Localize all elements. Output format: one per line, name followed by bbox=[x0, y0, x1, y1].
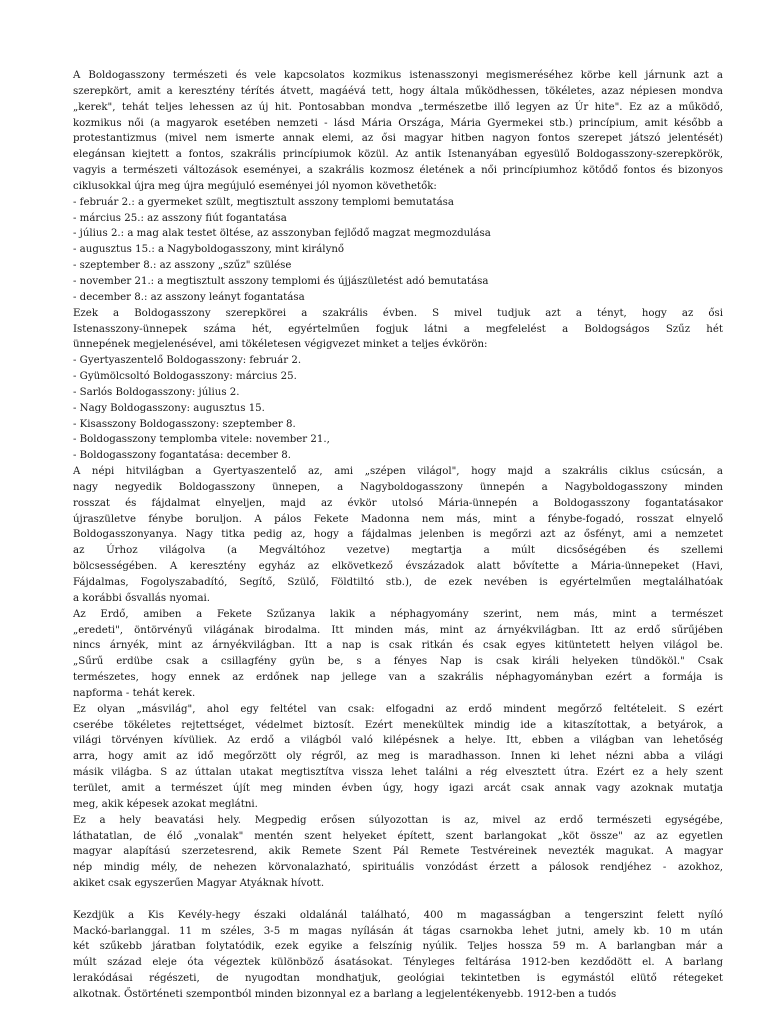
text-line: Boldogasszonyanya. Nagy titka pedig az, hogy a fájdalmas jelenben is megőrzi azt az ősfényt, ami a nemzetet bbox=[73, 529, 723, 541]
paragraph bbox=[73, 607, 723, 702]
text-line: nincs árnyék, mint az árnyékvilágban. Itt a nap is csak ritkán és csak egyes kitüntetett helyen világol be. bbox=[73, 640, 723, 652]
text-line: Ez a hely beavatási hely. Megpedig erősen súlyozottan is az, mivel az erdő természeti egységébe, bbox=[73, 814, 723, 826]
text-line: - Boldogasszony templomba vitele: november 21., bbox=[73, 434, 330, 446]
text-line: - július 2.: a mag alak testet öltése, az asszonyban fejlődő magzat megmozdulása bbox=[73, 228, 491, 240]
text-line: „Sűrű erdübe csak a csillagfény gyün be, s a fényes Nap is csak királi helyeken tündököl." Csak bbox=[73, 656, 723, 668]
list-item bbox=[73, 195, 723, 211]
text-line: elegánsan kiejtett a fontos, szakrális princípiumok közül. Az antik Istenanyában egyesülő Boldogasszony-szerepkörök, bbox=[73, 149, 723, 161]
text-line: rosszat és fájdalmat elnyeljen, majd az évkör utolsó Mária-ünnepén a Boldogasszony fogantatásakor bbox=[73, 497, 723, 509]
text-line: arra, hogy amit az idő megőrzött oly régről, az meg is maradhasson. Innen ki lehet nézni abba a világi bbox=[73, 751, 723, 763]
text-line: Mackó-barlanggal. 11 m széles, 3-5 m magas nyílásán át tágas csarnokba lehet jutni, amely kb. 10 m után bbox=[73, 925, 723, 937]
text-line: kozmikus női (a magyarok esetében nemzeti - lásd Mária Országa, Mária Gyermekei stb.) princípium, amit később a bbox=[73, 117, 723, 129]
text-line: magyar alapítású szerzetesrend, akik Remete Szent Pál Remete Testvéreinek nevezték magukat. A magyar bbox=[73, 846, 723, 858]
paragraph-gap bbox=[73, 892, 723, 908]
list-item bbox=[73, 401, 723, 417]
list-item bbox=[73, 242, 723, 258]
text-line: „eredeti", öntörvényű világának birodalma. Itt minden más, mint az árnyékvilágban. Itt az erdő sűrűjében bbox=[73, 624, 723, 636]
list-item bbox=[73, 258, 723, 274]
text-line: A népi hitvilágban a Gyertyaszentelő az, ami „szépen világol", hogy majd a szakrális ciklus csúcsán, a bbox=[73, 466, 723, 478]
list-item bbox=[73, 226, 723, 242]
text-line: két szűkebb járatban folytatódik, ezek egyike a felszínig nyúlik. Teljes hossza 59 m. A barlangban már a bbox=[73, 941, 723, 953]
list-item bbox=[73, 417, 723, 433]
text-line: az Úrhoz világolva (a Megváltóhoz vezetve) megtartja a múlt dicsőségében és szellemi bbox=[73, 545, 723, 557]
text-line: „kerek", tehát teljes lehessen az új hit. Pontosabban mondva „természetbe illő legyen az Úr hite". Ez az a működő, bbox=[73, 101, 723, 113]
text-line: - november 21.: a megtisztult asszony templomi és újjászületést adó bemutatása bbox=[73, 275, 489, 287]
text-line: - Kisasszony Boldogasszony: szeptember 8. bbox=[73, 418, 296, 430]
text-line: - február 2.: a gyermeket szült, megtisztult asszony templomi bemutatása bbox=[73, 196, 454, 208]
text-line: - Gyümölcsoltó Boldogasszony: március 25. bbox=[73, 371, 297, 383]
text-line: protestantizmus (mivel nem ismerte annak elemi, az ősi magyar hitben nagyon fontos szerepet játszó jelentését) bbox=[73, 133, 723, 145]
text-line: - Gyertyaszentelő Boldogasszony: február 2. bbox=[73, 355, 302, 367]
text-line: természetes, hogy ennek az erdőnek nap jellege van a szakrális néphagyományban ezért a formája is bbox=[73, 672, 723, 684]
text-line: Ezek a Boldogasszony szerepkörei a szakrális évben. S mivel tudjuk azt a tényt, hogy az ősi bbox=[73, 307, 723, 319]
text-line: szerepkört, amit a keresztény térítés átvett, magáévá tett, hogy általa működhessen, tökéletes, azaz népiesen mondva bbox=[73, 85, 723, 97]
list-item bbox=[73, 385, 723, 401]
paragraph bbox=[73, 306, 723, 354]
document-body bbox=[73, 68, 723, 1003]
text-line: Ez olyan „másvilág", ahol egy feltétel van csak: elfogadni az erdő mindent megőrző feltételeit. S ezért bbox=[73, 703, 723, 715]
list-item bbox=[73, 432, 723, 448]
text-line: vagyis a természeti változások eseményei, a szakrális kozmosz életének a női princípiumhoz kötődő fontos és bizonyos bbox=[73, 165, 723, 177]
list-item bbox=[73, 274, 723, 290]
text-line: - szeptember 8.: az asszony „szűz" szülése bbox=[73, 260, 292, 272]
text-line: nagy negyedik Boldogasszony ünnepen, a Nagyboldogasszony ünnepén a Nagyboldogasszony minden bbox=[73, 481, 723, 493]
list-item bbox=[73, 448, 723, 464]
text-line: napforma - tehát kerek. bbox=[73, 687, 196, 699]
text-line: Kezdjük a Kis Kevély-hegy északi oldalánál található, 400 m magasságban a tengerszint felett nyíló bbox=[73, 909, 723, 921]
text-line: lerakódásai régészeti, de nyugodtan mondhatjuk, geológiai tekintetben is egymástól elütő rétegeket bbox=[73, 973, 723, 985]
text-line: alkotnak. Őstörténeti szempontból minden bizonnyal ez a barlang a legjelentékenyebb. 1912-ben a tudós bbox=[73, 988, 617, 1000]
text-line: cserébe tökéletes rejtettséget, védelmet biztosít. Ezért menekültek mindig ide a kitaszítottak, a betyárok, a bbox=[73, 719, 723, 731]
paragraph bbox=[73, 908, 723, 1003]
text-line: - Boldogasszony fogantatása: december 8. bbox=[73, 450, 292, 462]
list-item bbox=[73, 211, 723, 227]
text-line: - Nagy Boldogasszony: augusztus 15. bbox=[73, 402, 265, 414]
text-line: nép mindig mély, de nehezen körvonalazható, spirituális vonzódást érzett a pálosok rendjéhez - azokhoz, bbox=[73, 862, 723, 874]
text-line: - december 8.: az asszony leányt fogantatása bbox=[73, 291, 305, 303]
list-item bbox=[73, 290, 723, 306]
list-item bbox=[73, 353, 723, 369]
text-line: - március 25.: az asszony fiút fogantatása bbox=[73, 212, 287, 224]
text-line: A Boldogasszony természeti és vele kapcsolatos kozmikus istenasszonyi megismeréséhez körbe kell járnunk azt a bbox=[73, 70, 723, 81]
text-line: a korábbi ősvallás nyomai. bbox=[73, 592, 211, 604]
list-item bbox=[73, 369, 723, 385]
text-line: világi törvényen kívüliek. Az erdő a világból való kilépésnek a helye. Itt, ebben a világban van lehetőség bbox=[73, 735, 723, 747]
text-line: Az Erdő, amiben a Fekete Szűzanya lakik a néphagyomány szerint, nem más, mint a természet bbox=[73, 608, 723, 620]
text-line: - augusztus 15.: a Nagyboldogasszony, mint királynő bbox=[73, 244, 345, 256]
text-line: Fájdalmas, Fogolyszabadító, Segítő, Szülő, Földtiltó stb.), de ezek nevében is egyértelműen megtalálhatóak bbox=[73, 577, 723, 588]
text-line: meg, akik képesek azokat meglátni. bbox=[73, 798, 258, 810]
paragraph bbox=[73, 464, 723, 607]
text-line: újraszületve fénybe boruljon. A pálos Fekete Madonna nem más, mint a fénybe-fogadó, rosszat elnyelő bbox=[73, 513, 723, 525]
text-line: láthatatlan, de élő „vonalak" mentén szent helyeket épített, szent barlangokat „köt össze" az az egyetlen bbox=[73, 830, 723, 842]
text-line: Istenasszony-ünnepek száma hét, egyértelműen fogjuk látni a megfelelést a Boldogságos Szűz hét bbox=[73, 323, 723, 335]
paragraph bbox=[73, 813, 723, 892]
text-line: másik világba. S az úttalan utakat megtisztítva vissza lehet találni a rég elvesztett útra. Ezért ez a hely szent bbox=[73, 767, 723, 779]
text-line: bölcsességében. A keresztény egyház az elkövetkező évszázadok alatt bővítette a Mária-ünnepeket (Havi, bbox=[73, 561, 723, 573]
text-line: - Sarlós Boldogasszony: július 2. bbox=[73, 386, 240, 398]
text-line: múlt század eleje óta végeztek különböző ásatásokat. Tényleges feltárása 1912-ben kezdődött el. A barlang bbox=[73, 957, 723, 969]
text-line: ünnepének megjelenésével, ami tökéletesen végigvezet minket a teljes évkörön: bbox=[73, 339, 488, 351]
paragraph bbox=[73, 702, 723, 813]
text-line: akiket csak egyszerűen Magyar Atyáknak hívott. bbox=[73, 878, 325, 890]
text-line: terület, amit a természet újít meg minden évben úgy, hogy igazi arcát csak annak vagy azoknak mutatja bbox=[73, 782, 723, 794]
paragraph bbox=[73, 68, 723, 195]
text-line: ciklusokkal újra meg újra megújuló eseményei jól nyomon követhetők: bbox=[73, 180, 437, 192]
